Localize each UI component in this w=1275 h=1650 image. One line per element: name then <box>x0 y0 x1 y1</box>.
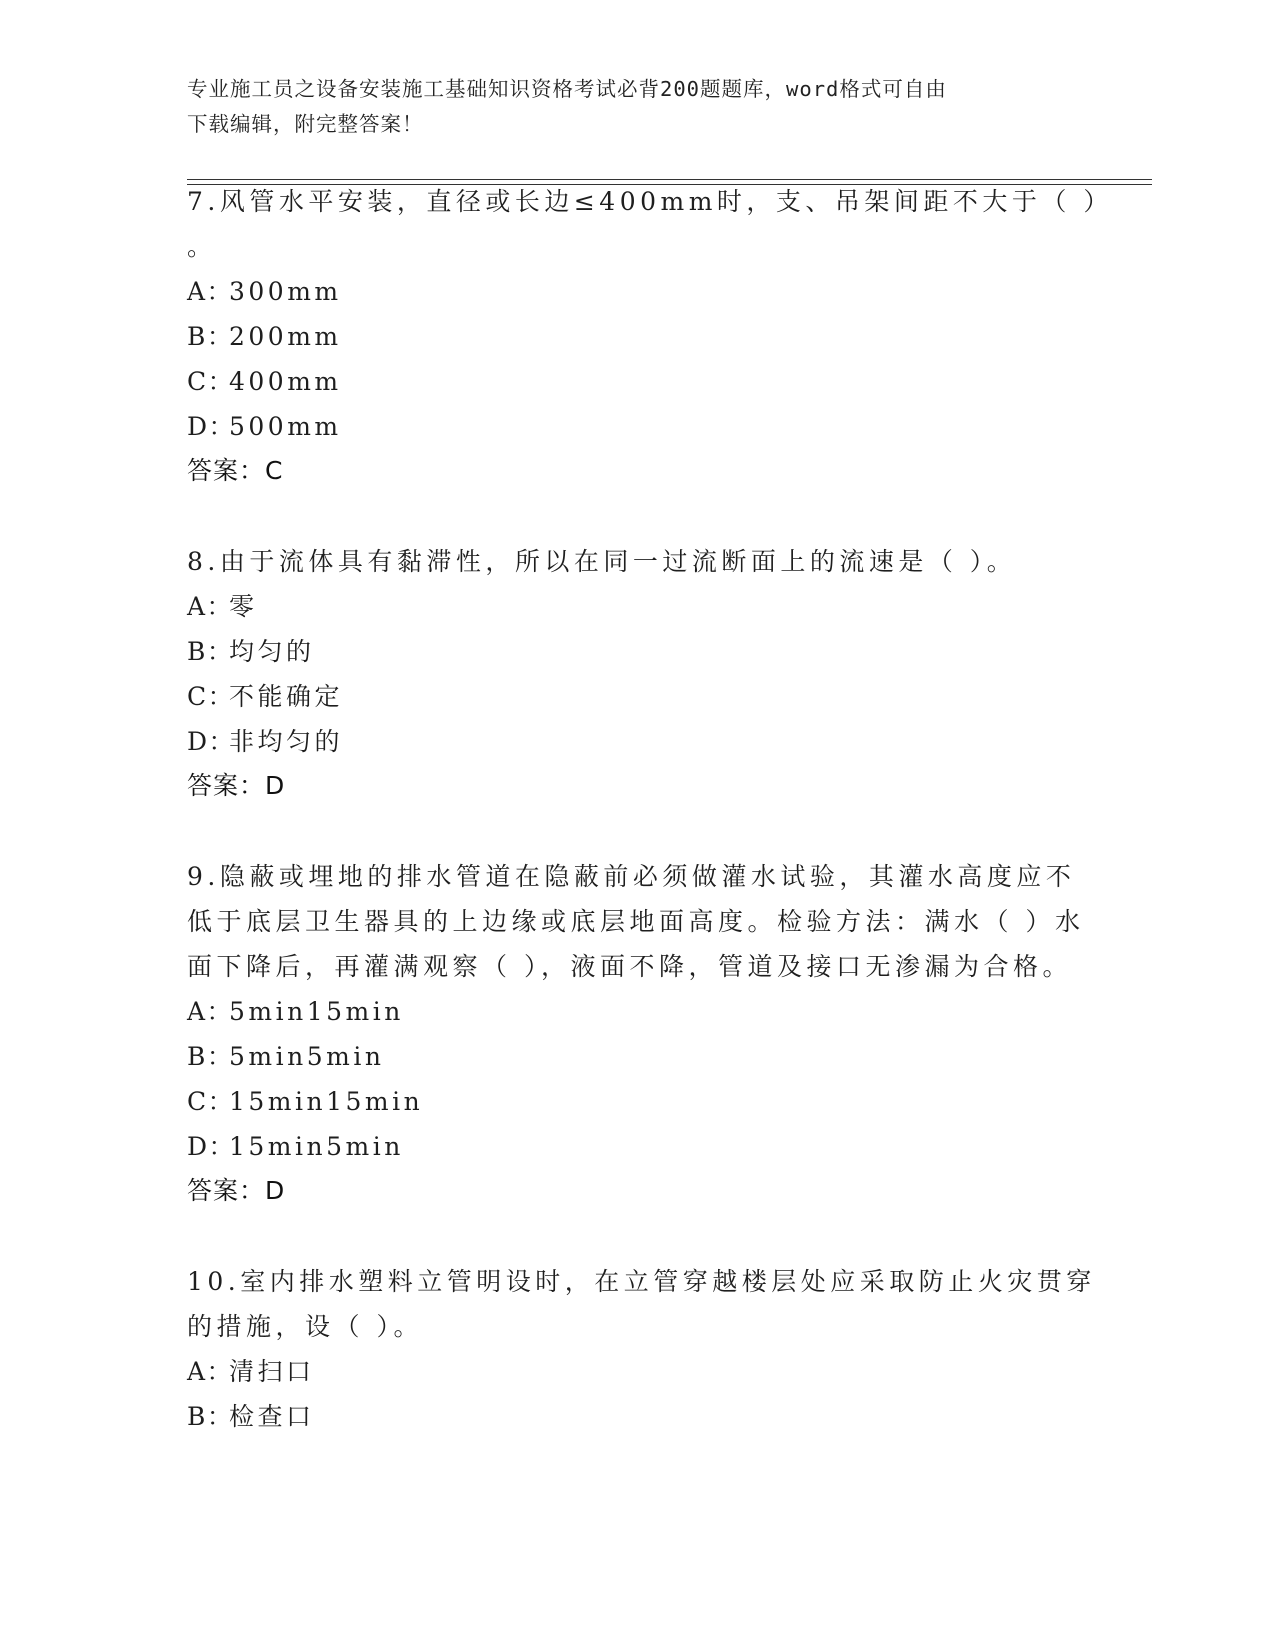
question-7-answer: 答案：C <box>187 456 284 485</box>
option-text: 非均匀的 <box>229 727 344 756</box>
option-text: 400mm <box>229 367 342 396</box>
option-label: B： <box>187 1402 234 1431</box>
option-label: B： <box>187 1042 234 1071</box>
question-9-option-b <box>187 1042 384 1072</box>
option-label: C： <box>187 367 235 396</box>
option-text: 15min15min <box>229 1087 424 1116</box>
option-label: A： <box>187 592 234 621</box>
option-label: C： <box>187 682 235 711</box>
question-7-option-d <box>187 412 342 442</box>
question-9-line-3: 面下降后，再灌满观察（ ），液面不降，管道及接口无渗漏为合格。 <box>187 952 1072 981</box>
question-8-answer: 答案：D <box>187 771 286 800</box>
option-label: C： <box>187 1087 235 1116</box>
question-10-line-1: 10.室内排水塑料立管明设时，在立管穿越楼层处应采取防止火灾贯穿 <box>187 1267 1096 1296</box>
option-text: 零 <box>229 592 258 621</box>
question-8-option-c <box>187 682 343 712</box>
option-text: 清扫口 <box>229 1357 315 1386</box>
option-text: 5min5min <box>229 1042 385 1071</box>
header-line-1: 专业施工员之设备安装施工基础知识资格考试必背200题题库，word格式可自由 <box>187 77 947 101</box>
option-label: A： <box>187 277 234 306</box>
option-text: 500mm <box>229 412 342 441</box>
question-7-option-b <box>187 322 342 352</box>
question-7-line-1: 7.风管水平安装，直径或长边≤400mm时，支、吊架间距不大于（ ） <box>187 187 1113 216</box>
question-8-line-1: 8.由于流体具有黏滞性，所以在同一过流断面上的流速是（ ）。 <box>187 547 1017 576</box>
option-label: A： <box>187 997 234 1026</box>
option-text: 检查口 <box>229 1402 315 1431</box>
option-text: 300mm <box>229 277 342 306</box>
question-10-line-2: 的措施，设（ ）。 <box>187 1312 423 1341</box>
question-8-option-d <box>187 727 343 757</box>
option-label: B： <box>187 322 234 351</box>
option-text: 15min5min <box>229 1132 404 1161</box>
header-line-2: 下载编辑，附完整答案！ <box>187 112 424 136</box>
document-header <box>187 72 1067 142</box>
header-divider-bottom <box>187 184 1152 185</box>
question-9-option-c <box>187 1087 423 1117</box>
question-8-option-a <box>187 592 258 622</box>
question-7-option-c <box>187 367 342 397</box>
question-10-option-b <box>187 1402 315 1432</box>
option-text: 均匀的 <box>229 637 315 666</box>
option-label: A： <box>187 1357 234 1386</box>
question-8-option-b <box>187 637 315 667</box>
question-7-option-a <box>187 277 342 307</box>
header-divider-top <box>187 179 1152 180</box>
question-9-answer: 答案：D <box>187 1176 286 1205</box>
question-9-option-d <box>187 1132 404 1162</box>
option-text: 不能确定 <box>229 682 344 711</box>
question-7-line-2: 。 <box>187 232 217 261</box>
option-label: D： <box>187 727 236 756</box>
option-text: 200mm <box>229 322 342 351</box>
option-label: D： <box>187 1132 236 1161</box>
option-text: 5min15min <box>229 997 404 1026</box>
question-9-line-1: 9.隐蔽或埋地的排水管道在隐蔽前必须做灌水试验，其灌水高度应不 <box>187 862 1076 891</box>
option-label: B： <box>187 637 234 666</box>
question-9-line-2: 低于底层卫生器具的上边缘或底层地面高度。检验方法：满水（ ）水 <box>187 907 1085 936</box>
question-10-option-a <box>187 1357 315 1387</box>
question-9-option-a <box>187 997 404 1027</box>
option-label: D： <box>187 412 236 441</box>
